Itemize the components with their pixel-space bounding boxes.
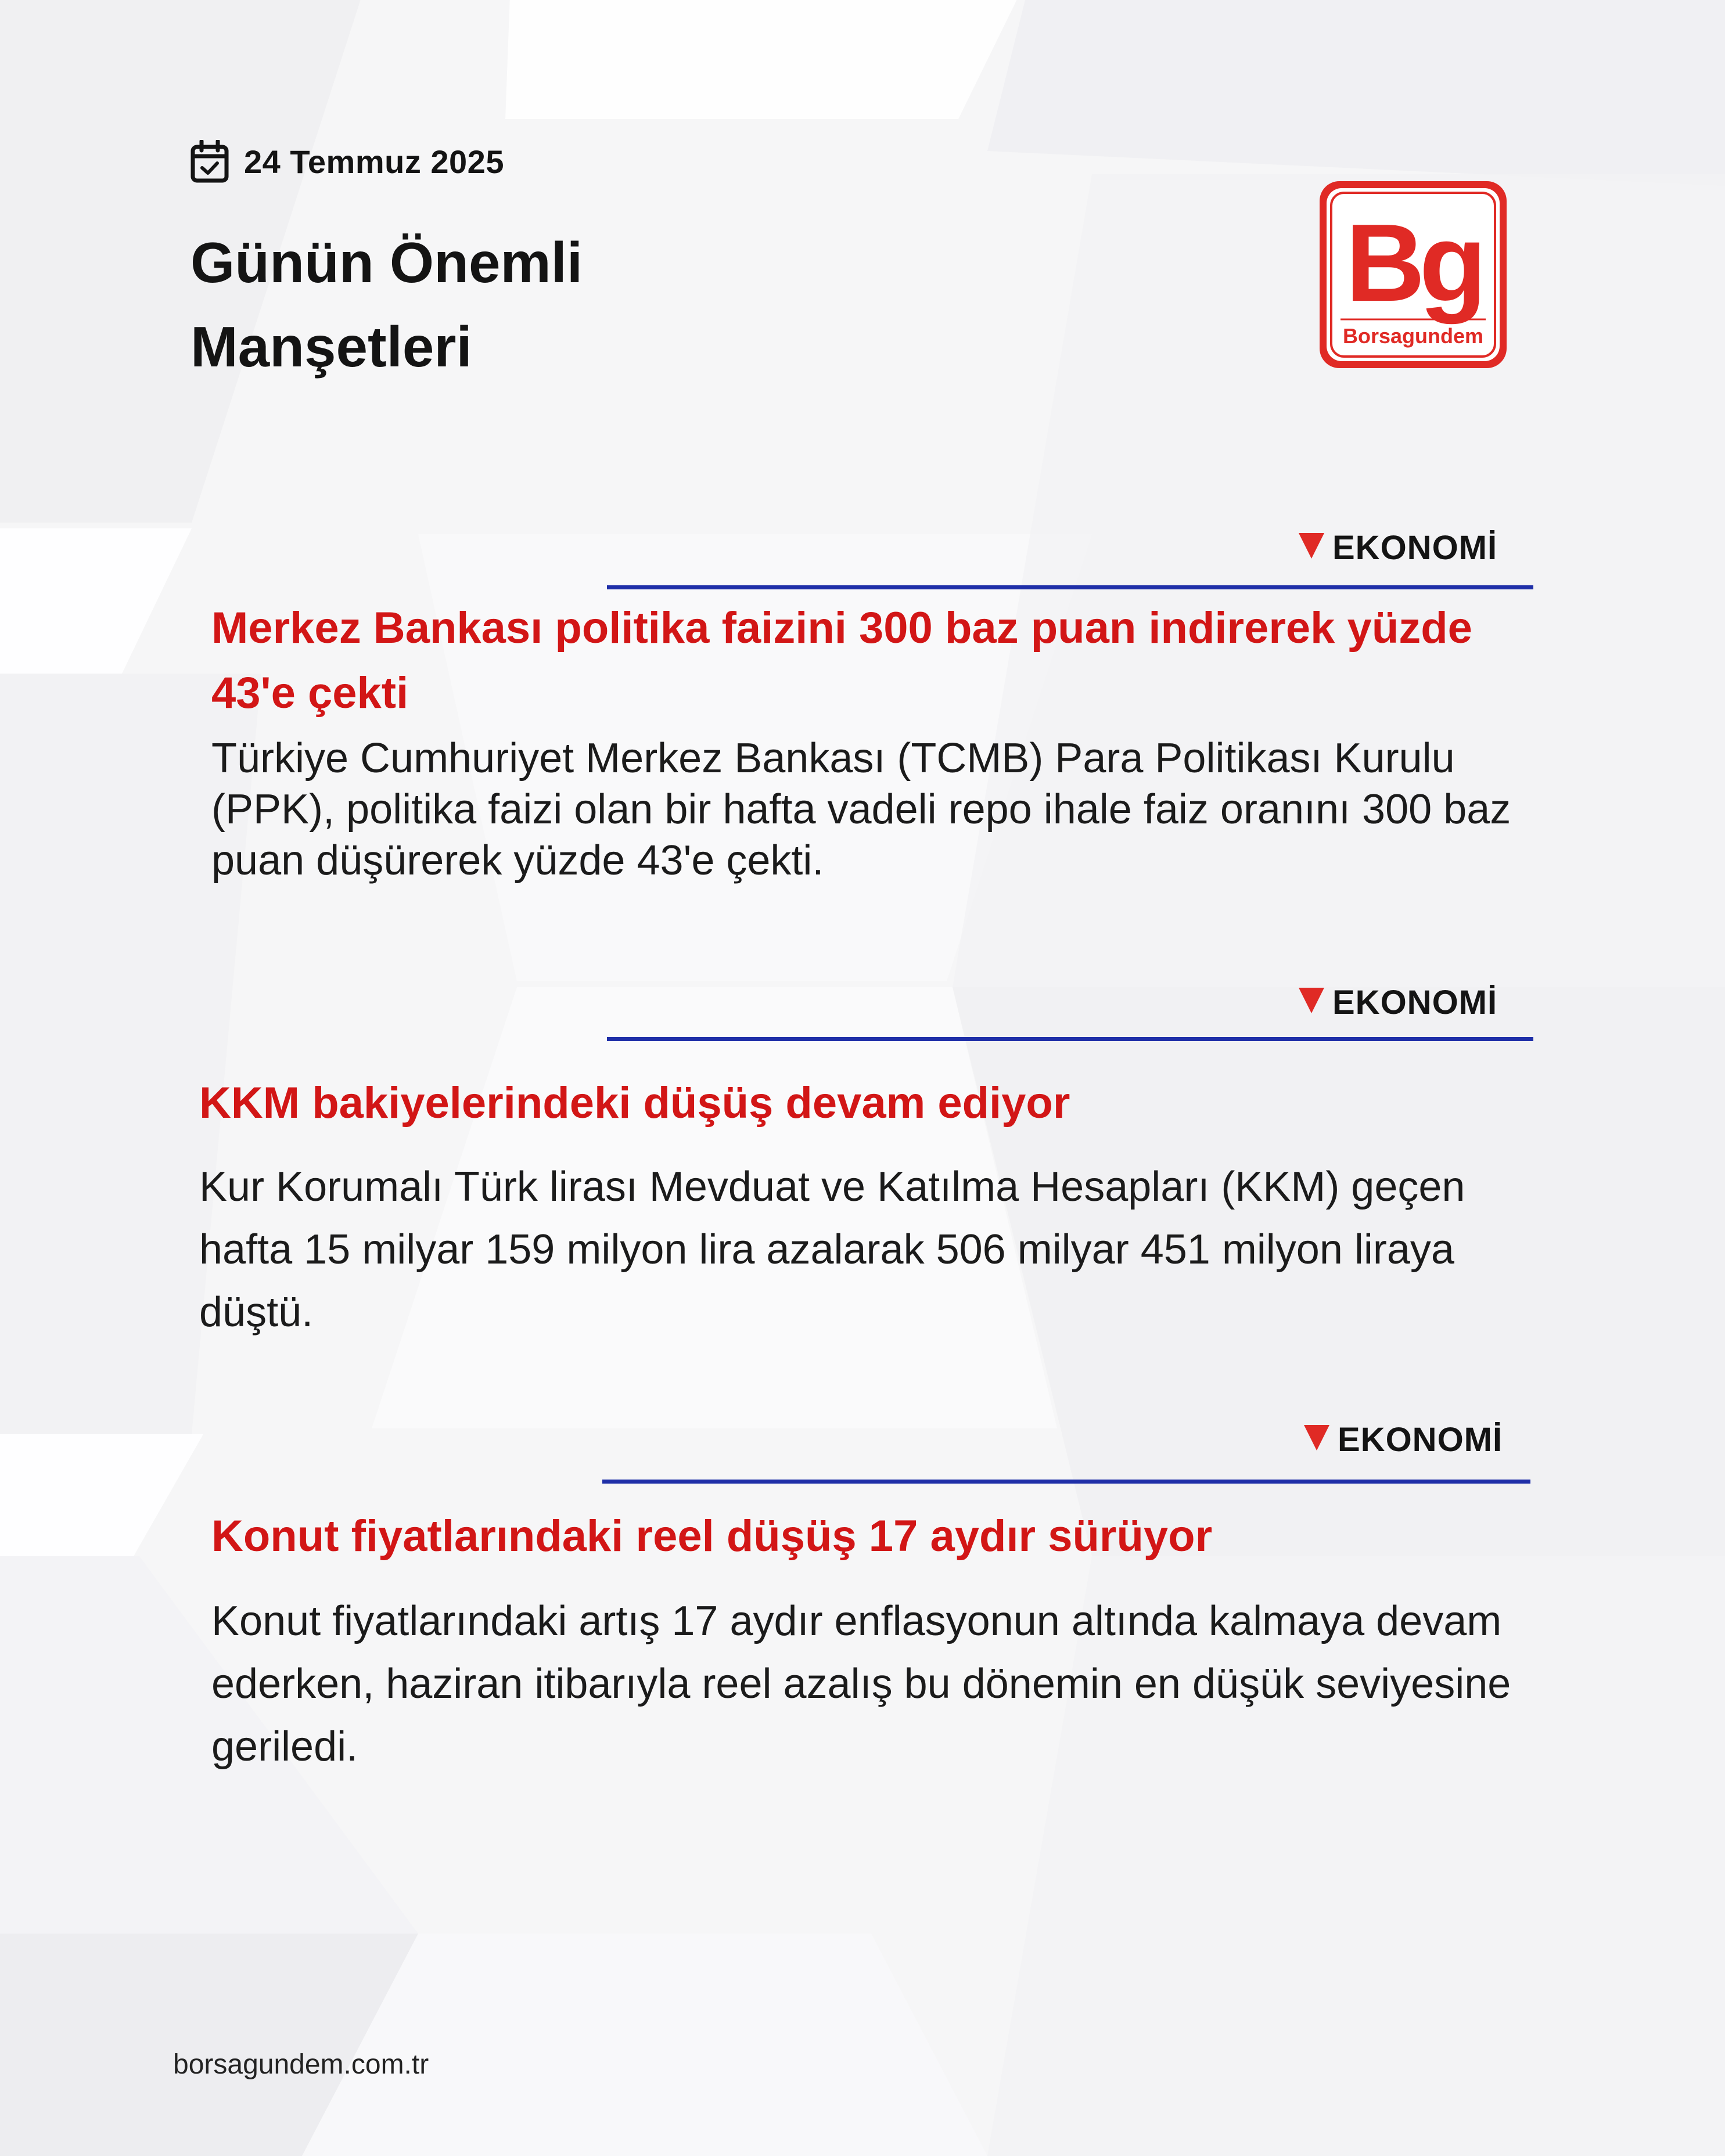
article-3-category	[1304, 1420, 1503, 1459]
triangle-down-icon	[1304, 1425, 1329, 1450]
article-1-body: Türkiye Cumhuriyet Merkez Bankası (TCMB) Para Politikası Kurulu (PPK), politika faizi olan bir hafta vadeli repo ihale faiz oranını 300 baz puan düşürerek yüzde 43'e çekti.	[211, 735, 1511, 884]
article-3-headline: Konut fiyatlarındaki reel düşüş 17 aydır sürüyor	[211, 1511, 1213, 1561]
article-1-divider	[607, 585, 1533, 589]
footer-url: borsagundem.com.tr	[173, 2049, 429, 2080]
page-title: Günün Önemli Manşetleri	[191, 231, 583, 379]
article-3-body: Konut fiyatlarındaki artış 17 aydır enflasyonun altında kalmaya devam ederken, haziran itibarıyla reel azalış bu dönemin en düşük seviyesine geriledi.	[211, 1598, 1511, 1770]
category-label: EKONOMİ	[1332, 984, 1498, 1021]
article-1-headline: Merkez Bankası politika faizini 300 baz puan indirerek yüzde 43'e çekti	[211, 603, 1472, 718]
logo-wordmark: Borsagundem	[1342, 324, 1484, 348]
article-2-headline: KKM bakiyelerindeki düşüş devam ediyor	[199, 1078, 1070, 1128]
article-2-divider	[607, 1037, 1533, 1041]
logo-mark: Bg	[1345, 201, 1481, 325]
calendar-check-icon	[191, 140, 229, 183]
article-1-category	[1299, 528, 1497, 567]
triangle-down-icon	[1299, 988, 1324, 1013]
date-row	[191, 138, 504, 185]
category-label: EKONOMİ	[1332, 529, 1498, 567]
article-3-divider	[602, 1480, 1530, 1484]
category-label: EKONOMİ	[1338, 1421, 1503, 1459]
article-2-body: Kur Korumalı Türk lirası Mevduat ve Katılma Hesapları (KKM) geçen hafta 15 milyar 159 milyon lira azalarak 506 milyar 451 milyon liraya düştü.	[199, 1164, 1465, 1336]
triangle-down-icon	[1299, 533, 1324, 559]
date-text: 24 Temmuz 2025	[244, 143, 504, 180]
article-2-category	[1299, 983, 1497, 1022]
borsagundem-logo	[1317, 179, 1509, 370]
